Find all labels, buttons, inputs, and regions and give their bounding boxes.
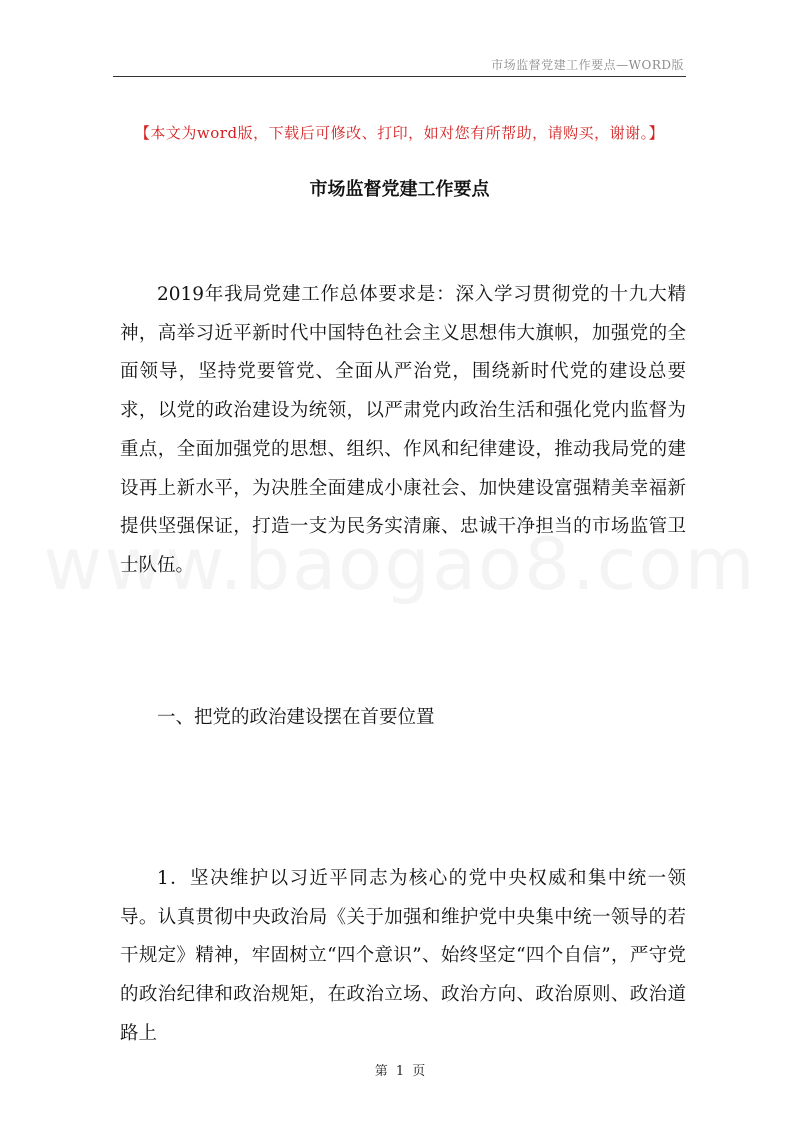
section-heading-1: 一、把党的政治建设摆在首要位置 <box>157 707 435 728</box>
header-divider <box>113 76 686 77</box>
page-number: 第 1 页 <box>374 1064 426 1079</box>
download-notice: 【本文为word版，下载后可修改、打印，如对您有所帮助，请购买，谢谢。】 <box>134 124 665 142</box>
document-title: 市场监督党建工作要点 <box>309 179 490 200</box>
intro-paragraph: 2019年我局党建工作总体要求是：深入学习贯彻党的十九大精神，高举习近平新时代中国特色社会主义思想伟大旗帜，加强党的全面领导，坚持党要管党、全面从严治党，围绕新时代党的建设总要求，以党的政治建设为统领，以严肃党内政治生活和强化党内监督为重点，全面加强党的思想、组织、作风和纪律建设，推动我局党的建设再上新水平，为决胜全面建成小康社会、加快建设富强精美幸福新提供坚强保证，打造一支为民务实清廉、忠诚干净担当的市场监管卫士队伍。 <box>120 284 686 576</box>
running-header-title: 市场监督党建工作要点—WORD版 <box>491 58 684 72</box>
item-1-paragraph: 1．坚决维护以习近平同志为核心的党中央权威和集中统一领导。认真贯彻中央政治局《关于加强和维护党中央集中统一领导的若干规定》精神，牢固树立“四个意识”、始终坚定“四个自信”，严守党的政治纪律和政治规矩，在政治立场、政治方向、政治原则、政治道路上 <box>120 868 686 1044</box>
